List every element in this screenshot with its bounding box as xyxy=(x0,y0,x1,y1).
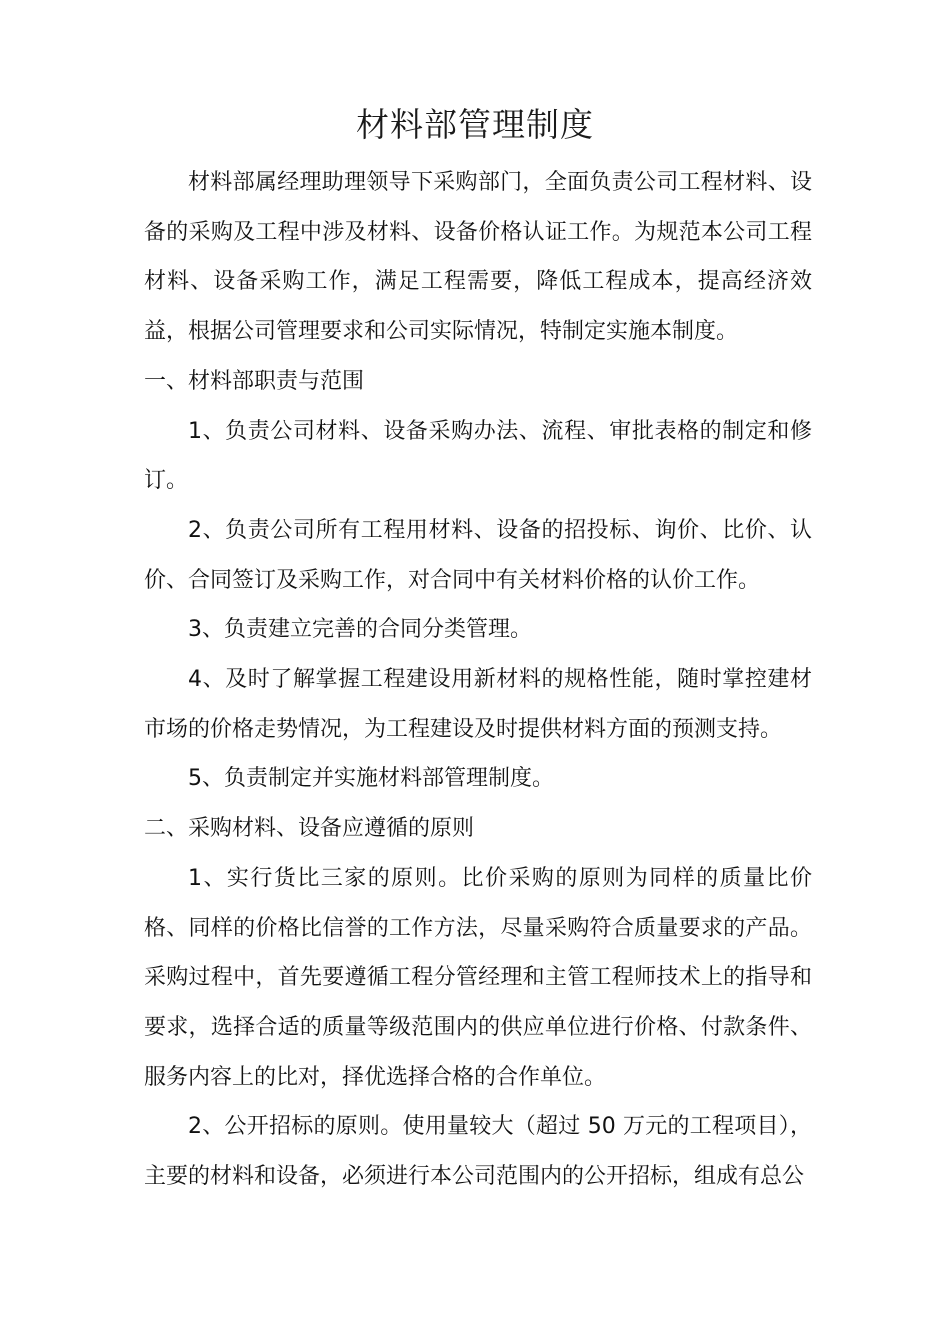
intro-paragraph: 材料部属经理助理领导下采购部门，全面负责公司工程材料、设备的采购及工程中涉及材料、设备价格认证工作。为规范本公司工程材料、设备采购工作，满足工程需要，降低工程成本，提高经济效益，根据公司管理要求和公司实际情况，特制定实施本制度。 xyxy=(144,170,812,345)
section-1-item-3: 3、负责建立完善的合同分类管理。 xyxy=(188,617,532,643)
section-heading-2: 二、采购材料、设备应遵循的原则 xyxy=(144,816,475,842)
document-title: 材料部管理制度 xyxy=(356,105,594,144)
document-body xyxy=(144,158,812,1202)
section-1-item-4: 4、及时了解掌握工程建设用新材料的规格性能，随时掌控建材市场的价格走势情况，为工程建设及时提供材料方面的预测支持。 xyxy=(144,667,812,742)
section-heading-1: 一、材料部职责与范围 xyxy=(144,368,365,394)
section-2-item-2: 2、公开招标的原则。使用量较大（超过 50 万元的工程项目），主要的材料和设备，必须进行本公司范围内的公开招标，组成有总公 xyxy=(144,1114,812,1190)
section-2-item-1: 1、实行货比三家的原则。比价采购的原则为同样的质量比价格、同样的价格比信誉的工作方法，尽量采购符合质量要求的产品。采购过程中，首先要遵循工程分管经理和主管工程师技术上的指导和要求，选择合适的质量等级范围内的供应单位进行价格、付款条件、服务内容上的比对，择优选择合格的合作单位。 xyxy=(144,865,812,1090)
section-1-item-5: 5、负责制定并实施材料部管理制度。 xyxy=(188,766,554,792)
section-1-item-2: 2、负责公司所有工程用材料、设备的招投标、询价、比价、认价、合同签订及采购工作，对合同中有关材料价格的认价工作。 xyxy=(144,517,812,593)
section-1-item-1: 1、负责公司材料、设备采购办法、流程、审批表格的制定和修订。 xyxy=(144,418,812,494)
